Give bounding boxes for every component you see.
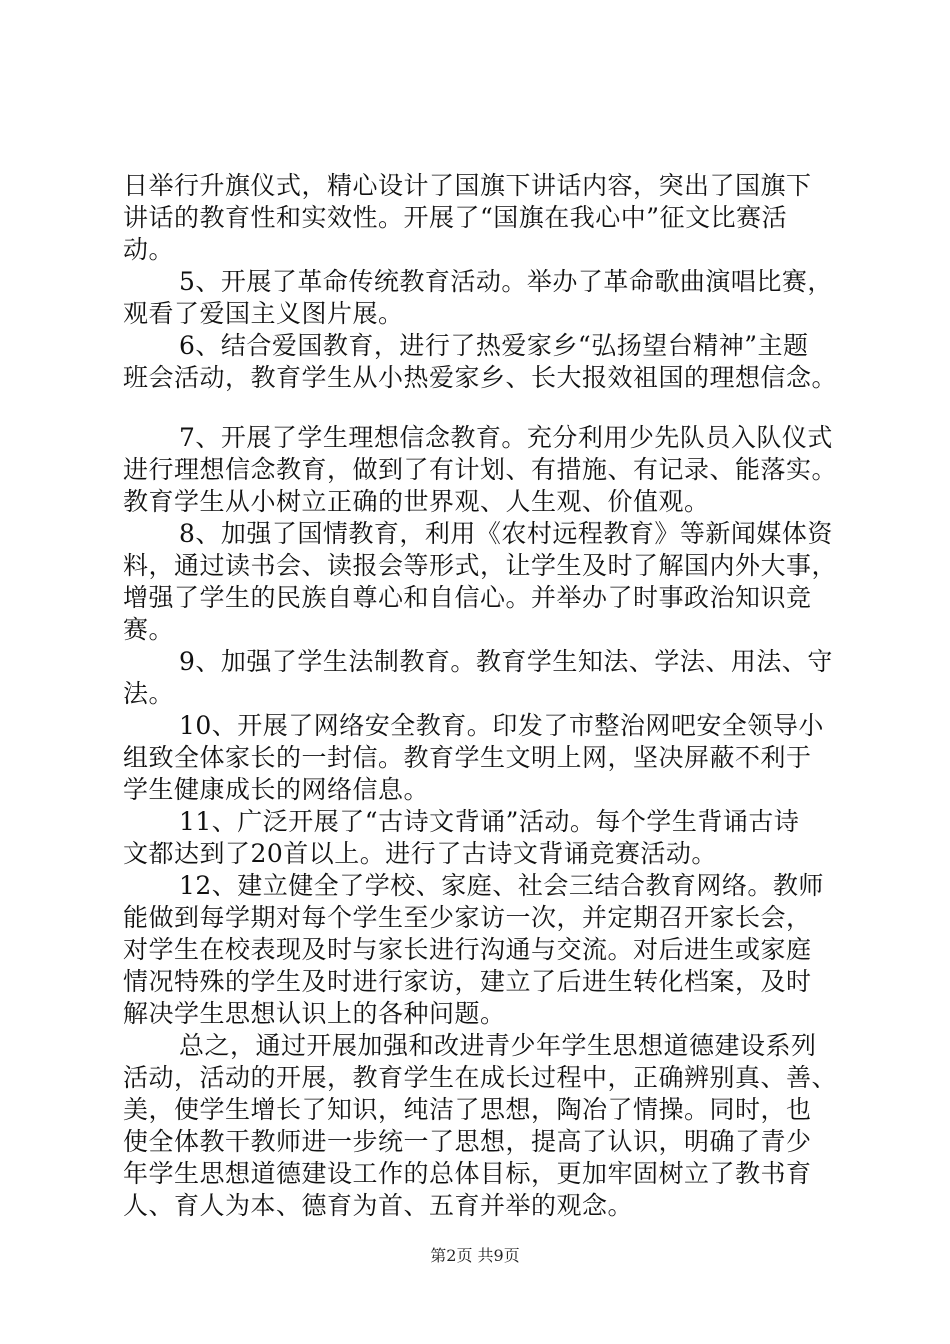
text-line: 学生健康成长的网络信息。	[123, 775, 430, 804]
text-line: 10、开展了网络安全教育。印发了市整治网吧安全领导小	[179, 711, 824, 740]
text-line: 观看了爱国主义图片展。	[123, 299, 404, 328]
text-line: 解决学生思想认识上的各种问题。	[123, 999, 506, 1028]
page-footer: 第2页 共9页	[430, 1246, 520, 1265]
text-line: 增强了学生的民族自尊心和自信心。并举办了时事政治知识竞	[123, 583, 812, 612]
text-line: 7、开展了学生理想信念教育。充分利用少先队员入队仪式	[179, 423, 833, 452]
text-line: 9、加强了学生法制教育。教育学生知法、学法、用法、守	[179, 647, 833, 676]
text-line: 讲话的教育性和实效性。开展了“国旗在我心中”征文比赛活	[123, 203, 788, 232]
text-line: 赛。	[123, 615, 175, 644]
paragraph-gap	[123, 394, 843, 422]
text-line: 对学生在校表现及时与家长进行沟通与交流。对后进生或家庭	[123, 935, 812, 964]
text-line: 人、育人为本、德育为首、五育并举的观念。	[123, 1191, 634, 1220]
text-line: 能做到每学期对每个学生至少家访一次，并定期召开家长会，	[123, 903, 812, 932]
text-line: 情况特殊的学生及时进行家访，建立了后进生转化档案，及时	[123, 967, 812, 996]
text-line: 日举行升旗仪式，精心设计了国旗下讲话内容，突出了国旗下	[123, 171, 812, 200]
text-line: 班会活动，教育学生从小热爱家乡、长大报效祖国的理想信念。	[123, 363, 838, 392]
text-line: 教育学生从小树立正确的世界观、人生观、价值观。	[123, 487, 710, 516]
text-line: 11、广泛开展了“古诗文背诵”活动。每个学生背诵古诗	[179, 807, 800, 836]
text-line: 文都达到了20首以上。进行了古诗文背诵竞赛活动。	[123, 839, 717, 868]
text-line: 动。	[123, 235, 175, 264]
text-line: 6、结合爱国教育，进行了热爱家乡“弘扬望台精神”主题	[179, 331, 809, 360]
text-line: 5、开展了革命传统教育活动。举办了革命歌曲演唱比赛，	[179, 267, 833, 296]
text-line: 进行理想信念教育，做到了有计划、有措施、有记录、能落实。	[123, 455, 838, 484]
text-line: 法。	[123, 679, 175, 708]
text-line: 组致全体家长的一封信。教育学生文明上网，坚决屏蔽不利于	[123, 743, 812, 772]
text-line: 年学生思想道德建设工作的总体目标，更加牢固树立了教书育	[123, 1159, 812, 1188]
document-body	[123, 170, 843, 1222]
text-line: 12、建立健全了学校、家庭、社会三结合教育网络。教师	[179, 871, 824, 900]
text-line: 总之，通过开展加强和改进青少年学生思想道德建设系列	[179, 1031, 817, 1060]
text-line: 8、加强了国情教育，利用《农村远程教育》等新闻媒体资	[179, 519, 833, 548]
text-line: 使全体教干教师进一步统一了思想，提高了认识，明确了青少	[123, 1127, 812, 1156]
text-line: 美，使学生增长了知识，纯洁了思想，陶冶了情操。同时，也	[123, 1095, 812, 1124]
text-line: 料，通过读书会、读报会等形式，让学生及时了解国内外大事，	[123, 551, 838, 580]
text-line: 活动，活动的开展，教育学生在成长过程中，正确辨别真、善、	[123, 1063, 838, 1092]
